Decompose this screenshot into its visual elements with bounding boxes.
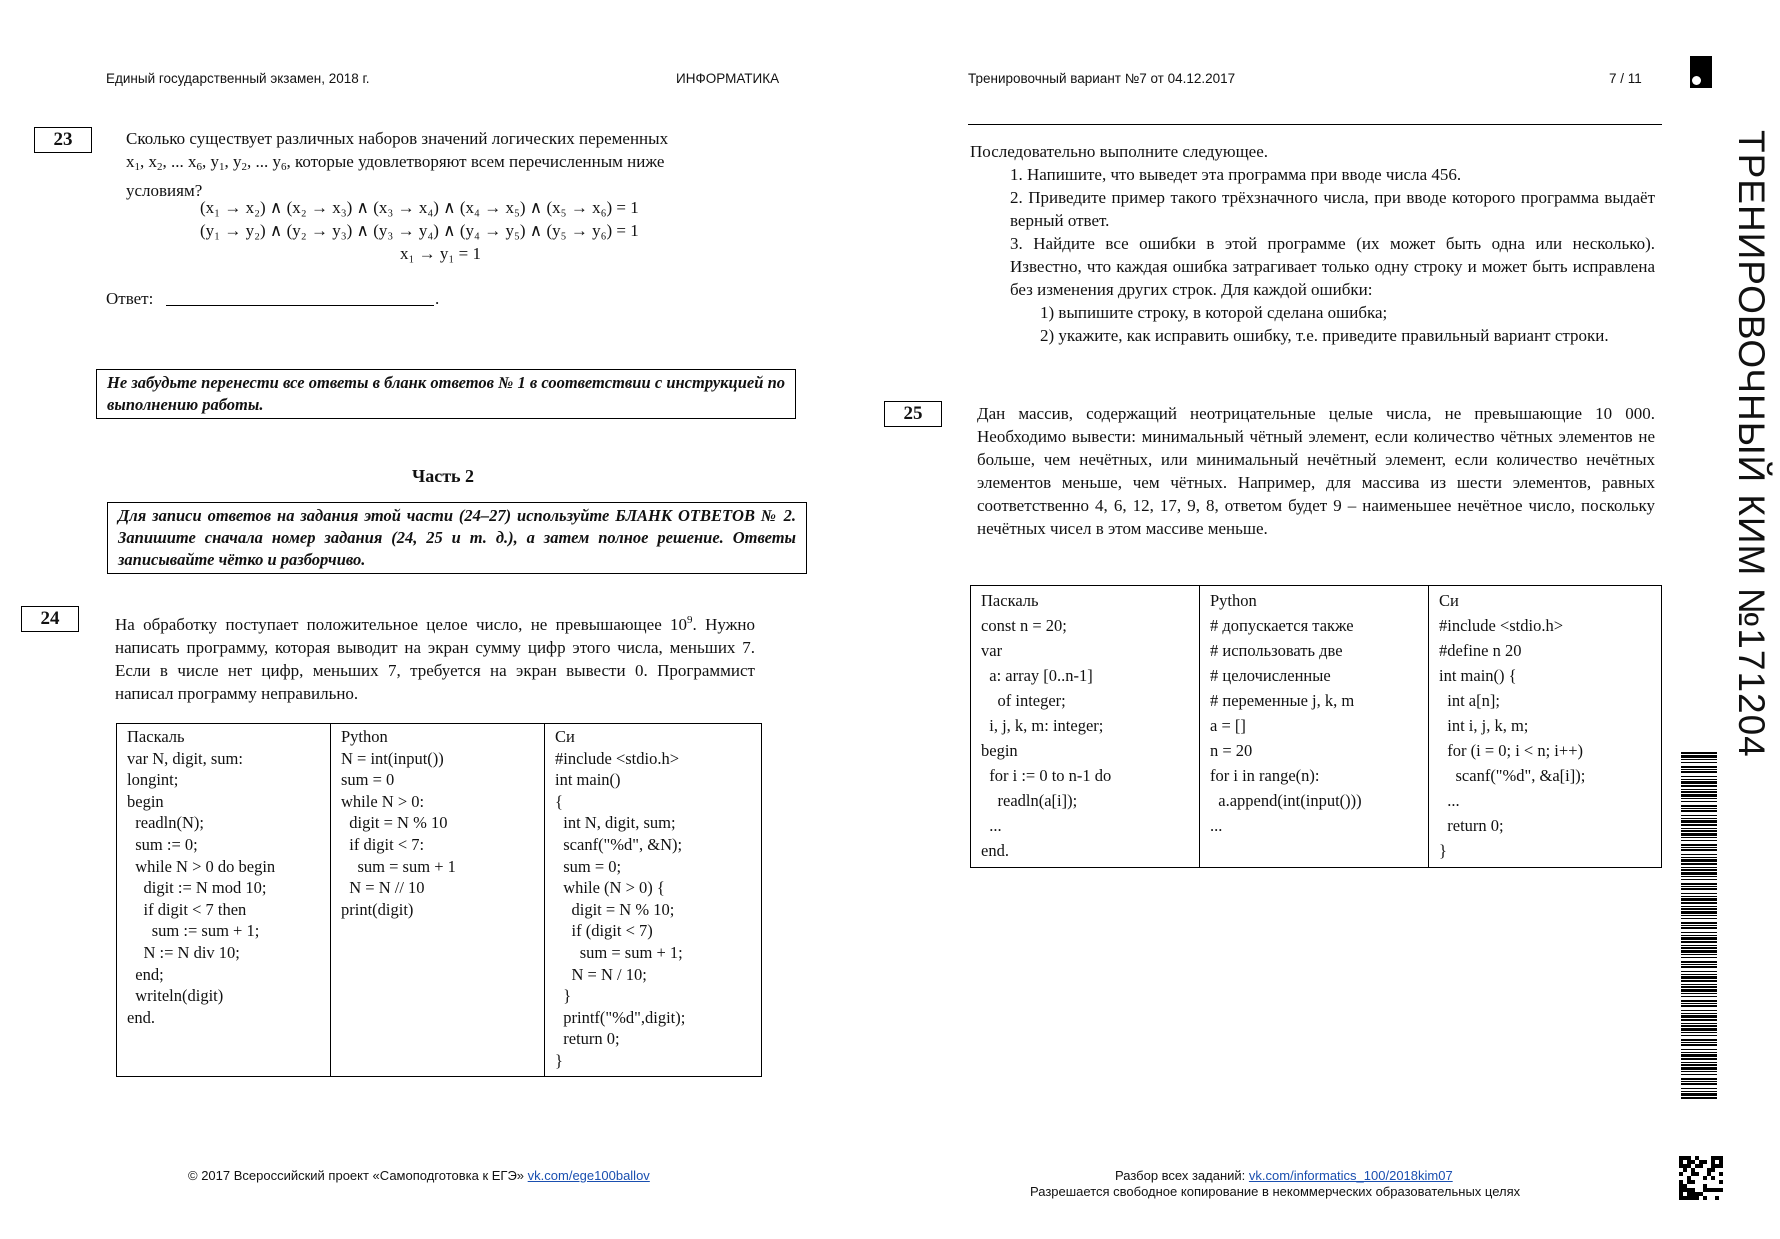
qr-module — [1715, 1196, 1719, 1200]
barcode-bar — [1681, 902, 1717, 904]
qr-module — [1711, 1176, 1715, 1180]
qr-module — [1691, 1180, 1695, 1184]
barcode-bar — [1681, 1019, 1717, 1021]
barcode-bar — [1681, 785, 1717, 787]
barcode-bar — [1681, 1003, 1717, 1004]
instructions-list — [1010, 163, 1655, 347]
barcode-bar — [1681, 947, 1717, 949]
barcode-bar — [1681, 1071, 1717, 1072]
task-23-answer-line[interactable] — [166, 305, 434, 306]
barcode-bar — [1681, 752, 1717, 754]
barcode-bar — [1681, 935, 1717, 936]
footer-right-line1 — [1115, 1168, 1453, 1183]
qr-module — [1703, 1176, 1707, 1180]
part-2-note: Для записи ответов на задания этой части (24–27) используйте БЛАНК ОТВЕТОВ № 2. Запишите сначала номер задания (24, 25 и т. д.), а затем полное решение. Ответы записывайте чётко и разборчиво. — [107, 502, 807, 574]
barcode-bar — [1681, 840, 1717, 841]
task-25-text: Дан массив, содержащий неотрицательные целые числа, не превышающие 10 000. Необходимо вывести: минимальный чётный элемент, если количество чётных элементов не больше, чем нечётных, или минимальный нечётный элемент, если количество нечётных элементов меньше, чем чётных. Например, для массива из шести элементов, равных соответственно 4, 6, 12, 17, 9, 8, ответом будет 9 – наименьшее нечётное число, поскольку нечётных чисел в этом массиве меньше. — [977, 404, 1655, 538]
side-title — [1660, 130, 1780, 758]
barcode-bar — [1681, 1013, 1717, 1014]
barcode-bar — [1681, 1088, 1717, 1089]
task-24-c-code: Си #include <stdio.h> int main() { int N, digit, sum; scanf("%d", &N); sum = 0; while (N > 0) { digit = N % 10; if (digit < 7) sum = sum + 1; N = N / 10; } printf("%d",digit); return 0; } — [555, 727, 686, 1070]
barcode-bar — [1681, 849, 1717, 851]
barcode-bar — [1681, 1039, 1717, 1041]
qr-module — [1719, 1164, 1723, 1168]
barcode-bar — [1681, 779, 1717, 780]
header-rule — [968, 124, 1662, 125]
reminder-box: Не забудьте перенести все ответы в бланк ответов № 1 в соответствии с инструкцией по выполнению работы. — [96, 369, 796, 419]
barcode-bar — [1681, 837, 1717, 838]
qr-module — [1699, 1164, 1703, 1168]
barcode-bar — [1681, 898, 1717, 901]
barcode-bar — [1681, 776, 1717, 777]
qr-module — [1719, 1172, 1723, 1176]
barcode-bar — [1681, 810, 1717, 812]
barcode-bar — [1681, 908, 1717, 910]
barcode-bar — [1681, 1067, 1717, 1070]
barcode-bar — [1681, 1032, 1717, 1033]
barcode-bar — [1681, 896, 1717, 897]
barcode-bar — [1681, 1083, 1717, 1085]
task-25-c-code: Си #include <stdio.h> #define n 20 int main() { int a[n]; int i, j, k, m; for (i = 0; i < n; i++) scanf("%d", &a[i]); ... return 0; } — [1439, 591, 1586, 860]
footer-left — [188, 1168, 650, 1183]
barcode-bar — [1681, 833, 1717, 836]
task-23-equation-3: x₁ → y₁ = 1 — [400, 244, 481, 263]
barcode-bar — [1681, 798, 1717, 799]
barcode-bar — [1681, 847, 1717, 848]
barcode-bar — [1681, 872, 1717, 875]
barcode-bar — [1681, 966, 1717, 968]
barcode-bar — [1681, 824, 1717, 826]
barcode-bar — [1681, 922, 1717, 924]
task-23-question — [126, 127, 766, 202]
barcode-bar — [1681, 950, 1717, 953]
barcode-bar — [1681, 1010, 1717, 1011]
task-23-vars-line: $x_1$, $x_2$, ... $x_6$, $y_1$, $y_2$, ... $y_6$, которые удовлетворяют всем перечисленным ниже — [126, 152, 665, 173]
task-24-text-b: . Нужно написать программу, которая выводит на экран сумму цифр этого числа, меньших 7. Если в числе нет цифр, меньших 7, требуется на экран вывести 0. Программист написал программу неправильно. — [115, 615, 755, 703]
barcode-bar — [1681, 989, 1717, 992]
barcode-bar — [1681, 964, 1717, 965]
barcode-bar — [1681, 976, 1717, 979]
barcode-bar — [1681, 1078, 1717, 1080]
qr-module — [1679, 1172, 1683, 1176]
barcode-bar — [1681, 941, 1717, 943]
barcode-bar — [1681, 1049, 1717, 1050]
barcode-bar — [1681, 945, 1717, 946]
barcode-bar — [1681, 879, 1717, 880]
barcode-bar — [1681, 1064, 1717, 1066]
header-page-number: 7 / 11 — [1609, 71, 1642, 86]
barcode-bar — [1681, 830, 1717, 832]
instructions-item-3: 3. Найдите все ошибки в этой программе (их может быть одна или несколько). Известно, что каждая ошибка затрагивает только одну строку и может быть исправлена без изменения других строк. Для каждой ошибки: — [1010, 234, 1655, 299]
task-24-text-a: На обработку поступает положительное целое число, не превышающее 10 — [115, 615, 688, 634]
footer-project-text: © 2017 Всероссийский проект «Самоподготовка к ЕГЭ» — [188, 1168, 525, 1183]
barcode-bar — [1681, 915, 1717, 916]
barcode-bar — [1681, 1005, 1717, 1007]
barcode-bar — [1681, 980, 1717, 982]
barcode-bar — [1681, 883, 1717, 885]
instructions-item-1: 1. Напишите, что выведет эта программа при вводе числа 456. — [1010, 165, 1462, 184]
barcode-bar — [1681, 755, 1717, 758]
task-23-equation-1: (x₁ → x₂) ∧ (x₂ → x₃) ∧ (x₃ → x₄) ∧ (x₄ → x₅) ∧ (x₅ → x₆) = 1 — [200, 198, 639, 217]
barcode-bar — [1681, 893, 1717, 894]
barcode-bar — [1681, 937, 1717, 940]
barcode-bar — [1681, 1091, 1717, 1092]
barcode-bar — [1681, 927, 1717, 929]
barcode-bar — [1681, 996, 1717, 997]
barcode-bar — [1681, 1042, 1717, 1043]
barcode-bar — [1681, 932, 1717, 933]
qr-module — [1695, 1196, 1699, 1200]
task-25-code-table — [970, 585, 1662, 868]
task-23-vars-rest: которые удовлетворяют всем перечисленным ниже — [295, 152, 665, 171]
task-25-pascal-code: Паскаль const n = 20; var a: array [0..n-1] of integer; i, j, k, m: integer; begin for i := 0 to n-1 do readln(a[i]); ... end. — [981, 591, 1112, 860]
barcode-bar — [1681, 925, 1717, 926]
barcode-bar — [1681, 844, 1717, 846]
barcode-bar — [1681, 993, 1717, 994]
barcode-bar — [1681, 863, 1717, 865]
barcode-bar — [1681, 888, 1717, 890]
task-23-question-line3: условиям? — [126, 181, 203, 200]
qr-module — [1719, 1188, 1723, 1192]
barcode-bar — [1681, 805, 1717, 807]
corner-mark — [1690, 56, 1712, 88]
task-25-number: 25 — [884, 401, 942, 427]
qr-module — [1711, 1168, 1715, 1172]
qr-module — [1703, 1160, 1707, 1164]
task-24-code-table — [116, 723, 762, 1077]
instructions-item-2: 2. Приведите пример такого трёхзначного числа, при вводе которого программа выдаёт верный ответ. — [1010, 188, 1655, 230]
side-title-text: ТРЕНИРОВОЧНЫЙ КИМ №171204 — [1731, 130, 1772, 758]
barcode-bar — [1681, 769, 1717, 770]
task-23-equation-2: (y₁ → y₂) ∧ (y₂ → y₃) ∧ (y₃ → y₄) ∧ (y₄ → y₅) ∧ (y₅ → y₆) = 1 — [200, 221, 639, 240]
barcode-bar — [1681, 801, 1717, 802]
barcode-bar — [1681, 1000, 1717, 1002]
task-23-question-line1: Сколько существует различных наборов значений логических переменных — [126, 129, 669, 148]
barcode-bar — [1681, 791, 1717, 793]
barcode-bar — [1681, 1025, 1717, 1027]
barcode-bar — [1681, 971, 1717, 972]
footer-analysis-label: Разбор всех заданий: — [1115, 1168, 1246, 1183]
task-24-exponent: 9 — [687, 614, 693, 626]
task-24-pascal-code: Паскаль var N, digit, sum: longint; begin readln(N); sum := 0; while N > 0 do begin digit := N mod 10; if digit < 7 then sum := sum + 1; N := N div 10; end; writeln(digit) end. — [127, 727, 276, 1027]
barcode-bar — [1681, 1097, 1717, 1099]
qr-module — [1703, 1196, 1707, 1200]
footer-analysis-link[interactable]: vk.com/informatics_100/2018kim07 — [1248, 1168, 1453, 1183]
barcode-bar — [1681, 828, 1717, 829]
barcode-bar — [1681, 815, 1717, 816]
barcode-bar — [1681, 766, 1717, 768]
barcode-bar — [1681, 957, 1717, 958]
qr-module — [1683, 1168, 1687, 1172]
barcode-bar — [1681, 954, 1717, 955]
barcode-bar — [1681, 794, 1717, 797]
barcode-bar — [1681, 911, 1717, 914]
barcode-bar — [1681, 1028, 1717, 1031]
task-24-number: 24 — [21, 606, 79, 632]
barcode-bar — [1681, 771, 1717, 773]
task-23-answer-period: . — [435, 289, 440, 308]
barcode-bar — [1681, 1062, 1717, 1063]
barcode-bar — [1681, 906, 1717, 907]
footer-copy-note: Разрешается свободное копирование в некоммерческих образовательных целях — [1030, 1184, 1521, 1199]
qr-code — [1679, 1156, 1723, 1200]
barcode-bar — [1681, 1023, 1717, 1024]
barcode-bar — [1681, 1074, 1717, 1075]
task-23-answer-label: Ответ: — [106, 289, 154, 308]
qr-module — [1695, 1172, 1699, 1176]
barcode-bar — [1681, 1052, 1717, 1053]
instructions-subitem-1: 1) выпишите строку, в которой сделана ошибка; — [1040, 303, 1388, 322]
task-25-python-code: Python # допускается также # использовать две # целочисленные # переменные j, k, m a = [] n = 20 for i in range(n): a.append(int(input())) ... — [1210, 591, 1362, 835]
part-2-title: Часть 2 — [412, 466, 475, 486]
barcode-bar — [1681, 759, 1717, 760]
header-variant: Тренировочный вариант №7 от 04.12.2017 — [968, 71, 1236, 86]
barcode-bar — [1681, 984, 1717, 985]
instructions-intro: Последовательно выполните следующее. — [970, 142, 1269, 161]
barcode-bar — [1681, 820, 1717, 823]
task-24-text — [115, 609, 755, 705]
barcode-bar — [1681, 859, 1717, 862]
barcode-bar — [1681, 918, 1717, 919]
header-exam-title: Единый государственный экзамен, 2018 г. — [106, 71, 370, 86]
barcode-bar — [1681, 1058, 1717, 1060]
barcode-bar — [1681, 857, 1717, 858]
task-23-number: 23 — [34, 127, 92, 153]
barcode-bar — [1681, 876, 1717, 877]
instructions-subitem-2: 2) укажите, как исправить ошибку, т.е. приведите правильный вариант строки. — [1040, 326, 1609, 345]
barcode-bar — [1681, 974, 1717, 975]
barcode-bar — [1681, 1054, 1717, 1057]
barcode-bar — [1681, 1035, 1717, 1036]
barcode-bar — [1681, 1015, 1717, 1018]
barcode-bar — [1681, 886, 1717, 887]
barcode-bar — [1681, 762, 1717, 763]
barcode-bar — [1681, 808, 1717, 809]
task-24-python-code: Python N = int(input()) sum = 0 while N > 0: digit = N % 10 if digit < 7: sum = sum + 1 N = N // 10 print(digit) — [341, 727, 456, 919]
barcode-bar — [1681, 961, 1717, 963]
barcode-bar — [1681, 1044, 1717, 1046]
barcode-bar — [1681, 867, 1717, 868]
footer-project-link[interactable]: vk.com/ege100ballov — [527, 1168, 650, 1183]
barcode-bar — [1681, 818, 1717, 819]
barcode-bar — [1681, 869, 1717, 871]
barcode-bar — [1681, 986, 1717, 988]
barcode-bar — [1681, 781, 1717, 784]
barcode-bar — [1681, 1093, 1717, 1096]
barcode-bar — [1681, 789, 1717, 790]
barcode-bar — [1681, 854, 1717, 855]
header-subject: ИНФОРМАТИКА — [676, 71, 780, 86]
barcode — [1681, 752, 1717, 1100]
barcode-bar — [1681, 1081, 1717, 1082]
qr-module — [1719, 1180, 1723, 1184]
